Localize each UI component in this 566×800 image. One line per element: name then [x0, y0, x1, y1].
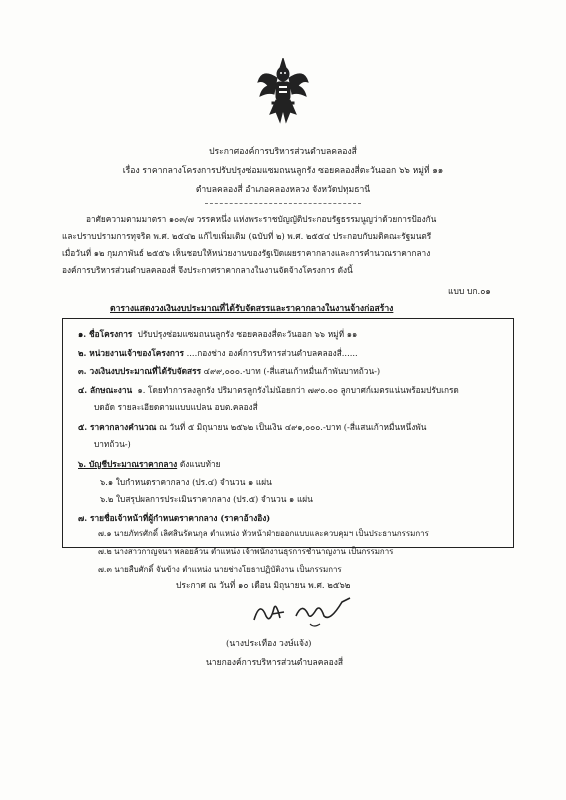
item-5-value: ณ วันที่ ๕ มิถุนายน ๒๕๖๒ เป็นเงิน ๔๙๑,๐๐๐.-บาท (-สี่แสนเก้าหมื่นหนึ่งพัน — [159, 422, 427, 432]
item-1 — [78, 327, 357, 341]
header-separator — [205, 203, 361, 204]
item-1-value: ปรับปรุงซ่อมแซมถนนลูกรัง ซอยคลองสี่ตะวันออก ๖๖ หมู่ที่ ๑๑ — [137, 329, 358, 339]
item-4-label: ๔. ลักษณะงาน — [78, 385, 133, 395]
intro-line-2: และปราบปรามการทุจริต พ.ศ. ๒๕๔๒ แก้ไขเพิ่มเติม (ฉบับที่ ๒) พ.ศ. ๒๕๕๔ ประกอบกับมติคณะรัฐมนตรี — [62, 231, 432, 241]
item-6 — [78, 457, 221, 471]
item-6-label: ๖. บัญชีประมาณราคากลาง — [78, 459, 178, 469]
table-title: ตารางแสดงวงเงินงบประมาณที่ได้รับจัดสรรและราคากลางในงานจ้างก่อสร้าง — [110, 304, 394, 314]
item-2-label: ๒. หน่วยงานเจ้าของโครงการ — [78, 348, 185, 358]
item-1-label: ๑. ชื่อโครงการ — [78, 329, 133, 339]
item-6-1: ๖.๑ ใบกำหนดราคากลาง (ปร.๔) จำนวน ๑ แผ่น — [100, 477, 272, 487]
announcement-location: ตำบลคลองสี่ อำเภอคลองหลวง จังหวัดปทุมธานี — [195, 185, 371, 195]
item-4-continued: บดอัด รายละเอียดตามแบบแปลน อบต.คลองสี่ — [94, 402, 258, 412]
item-7-2: ๗.๒ นางสาวกาญจนา พลอยล้วน ตำแหน่ง เจ้าพนักงานธุรการชำนาญงาน เป็นกรรมการ — [98, 547, 394, 556]
item-2-value: ....กองช่าง องค์การบริหารส่วนตำบลคลองสี่...... — [186, 348, 358, 358]
item-5-continued: บาทถ้วน-) — [94, 439, 131, 449]
item-5-label: ๕. ราคากลางคำนวณ — [78, 422, 157, 432]
item-5 — [78, 420, 426, 434]
intro-line-3: เมื่อวันที่ ๑๒ กุมภาพันธ์ ๒๕๕๖ เห็นชอบให้หน่วยงานของรัฐเปิดเผยราคากลางและการคำนวณราคากลาง — [62, 248, 431, 258]
announcement-date: ประกาศ ณ วันที่ ๑๐ เดือน มิถุนายน พ.ศ. ๒๕๖๒ — [176, 581, 351, 591]
form-code: แบบ บก.๐๑ — [448, 287, 491, 297]
item-4 — [78, 383, 459, 397]
item-3 — [78, 364, 380, 378]
item-6-2: ๖.๒ ใบสรุปผลการประเมินราคากลาง (ปร.๕) จำนวน ๑ แผ่น — [100, 494, 313, 504]
intro-paragraph — [62, 211, 502, 279]
garuda-emblem-icon — [256, 58, 310, 124]
signer-name: (นางประเทือง วงษ์แจ้ง) — [226, 639, 312, 649]
announcement-subject: เรื่อง ราคากลางโครงการปรับปรุงซ่อมแซมถนนลูกรัง ซอยคลองสี่ตะวันออก ๖๖ หมู่ที่ ๑๑ — [122, 166, 444, 176]
item-2 — [78, 346, 358, 360]
item-7 — [78, 511, 270, 525]
item-3-value: ๔๙๙,๐๐๐.-บาท (-สี่แสนเก้าหมื่นเก้าพันบาทถ้วน-) — [203, 366, 381, 376]
announcement-org: ประกาศองค์การบริหารส่วนตำบลคลองสี่ — [209, 147, 357, 157]
item-3-label: ๓. วงเงินงบประมาณที่ได้รับจัดสรร — [78, 366, 202, 376]
item-7-1: ๗.๑ นายภัทรศักดิ์ เลิศสินรัตนกุล ตำแหน่ง หัวหน้าฝ่ายออกแบบและควบคุมฯ เป็นประธานกรรมการ — [98, 529, 429, 538]
item-7-label: ๗. รายชื่อเจ้าหน้าที่ผู้กำหนดราคากลาง (ราคาอ้างอิง) — [78, 513, 271, 523]
intro-line-1: อาศัยความตามมาตรา ๑๐๓/๗ วรรคหนึ่ง แห่งพระราชบัญญัติประกอบรัฐธรรมนูญว่าด้วยการป้องกัน — [86, 214, 437, 224]
signer-title: นายกองค์การบริหารส่วนตำบลคลองสี่ — [206, 658, 344, 668]
item-6-value: ดังแนบท้าย — [179, 459, 221, 469]
item-7-3: ๗.๓ นายสืบศักดิ์ จันข้าง ตำแหน่ง นายช่างโยธาปฏิบัติงาน เป็นกรรมการ — [98, 565, 342, 574]
signature-image — [250, 594, 360, 630]
item-4-value: ๑. โดยทำการลงลูกรัง ปริมาตรลูกรังไม่น้อยกว่า ๗๙๐.๐๐ ลูกบาศก์เมตรแน่นพร้อมปรับเกรด — [137, 385, 459, 395]
intro-line-4: องค์การบริหารส่วนตำบลคลองสี่ จึงประกาศราคากลางในงานจัดจ้างโครงการ ดังนี้ — [62, 265, 353, 275]
